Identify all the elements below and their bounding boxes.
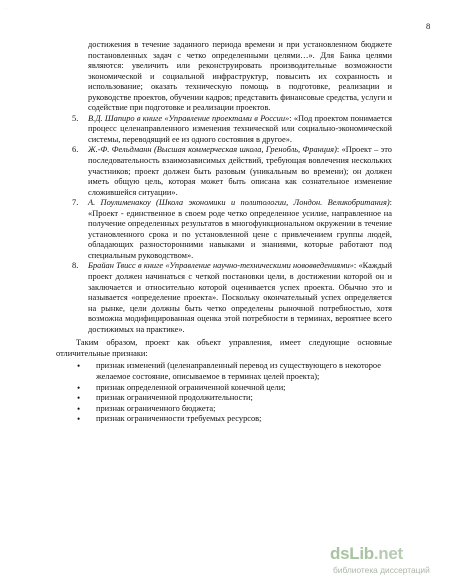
list-item-8 (56, 261, 392, 335)
feature-list-item (56, 393, 392, 404)
summary-paragraph: Таким образом, проект как объект управления, имеет следующие основные отличительные признаки: (56, 338, 392, 358)
bullet-icon: • (77, 382, 81, 393)
feature-text: признак ограниченной продолжительности; (96, 393, 253, 403)
item-text: : «Каждый проект должен начинаться с четкой постановки цели, в достижении которой он и заключается и относительно которой оценивается успех проекта. Обычно это и называется «определение проекта». Поскольку окончательный успех определяется на рынке, цели должны быть четко определены рыночной потребностью, хотя возможна модифицированная оценка этой потребности в терминах, вероятнее всего достижимых на практике». (88, 261, 392, 334)
item-number: 6. (72, 145, 79, 155)
bullet-icon: • (77, 414, 81, 425)
watermark-subtitle: библиотека диссертаций (333, 565, 430, 575)
dslib-logo (330, 544, 403, 564)
list-item-6 (56, 145, 392, 198)
list-item-7 (56, 198, 392, 261)
item-author: Брайан Твисс в книге «Управление научно-техническими нововведениями» (88, 261, 354, 271)
feature-list-item (56, 404, 392, 415)
item-number: 7. (72, 198, 79, 208)
feature-list-item (56, 361, 392, 382)
page-number: 8 (426, 21, 431, 31)
item-text: : «Проект - единственное в своем роде четко определенное усилие, направленное на получение определенных результатов в многофункциональном окружении в течение установленного срока и по установленной цене с привлечением группы людей, обладающих разносторонними навыками и знаниями, которые работают под специальным руководством». (88, 198, 392, 260)
bullet-icon: • (77, 393, 81, 404)
feature-text: признак ограниченности требуемых ресурсов; (96, 414, 262, 424)
item-number: 8. (72, 261, 79, 271)
feature-list (56, 361, 392, 424)
item-text: : «Под проектом понимается процесс целенаправленного изменения технической или социально-экономической системы, переводящий ее из одного состояния в другое». (88, 113, 392, 144)
feature-text: признак определенной ограниченной конечной цели; (96, 382, 286, 392)
document-body (56, 40, 392, 425)
intro-paragraph: достижения в течение заданного периода времени и при установленном бюджете постановленных задач с четко определенными целями…». Для Банка целями являются: увеличить или реконструировать производительные возможности экономической и социальной инфраструктур, повысить их сохранность и использование; оказать техническую помощь в подготовке, реализации и руководстве проектов, обучении кадров; представить финансовые средства, услуги и содействие при подготовке и реализации проектов. (88, 40, 392, 113)
bullet-icon: • (77, 361, 81, 372)
item-author: Ж.-Ф. Фельдманн (Высшая коммерческая школа, Гренобль, Франция) (88, 145, 337, 155)
item-author: А. Поулименакоу (Школа экономики и политологии, Лондон. Великобритания) (88, 198, 390, 208)
logo-suffix: .net (373, 544, 403, 563)
corner-mark: · (6, 6, 8, 11)
bullet-icon: • (77, 403, 81, 414)
feature-list-item (56, 414, 392, 425)
item-author: В.Д. Шапиро в книге «Управление проектами в России» (88, 113, 290, 123)
list-item-5 (56, 114, 392, 146)
feature-text: признак изменений (целенаправленный перевод из существующего в некоторое желаемое состояние, описываемое в терминах целей проекта); (96, 361, 381, 381)
dslib-watermark (330, 544, 448, 580)
feature-list-item (56, 383, 392, 394)
item-text: : «Проект – это последовательность взаимозависимых действий, требующая вовлечения нескольких участников; проект должен быть разовым (уникальным во времени); он должен иметь общую цель, которая может быть описана как сознательное изменение сложившейся ситуации». (88, 145, 392, 197)
feature-text: признак ограниченного бюджета; (96, 403, 216, 413)
logo-main: dsLib (330, 544, 374, 563)
item-number: 5. (72, 113, 79, 123)
